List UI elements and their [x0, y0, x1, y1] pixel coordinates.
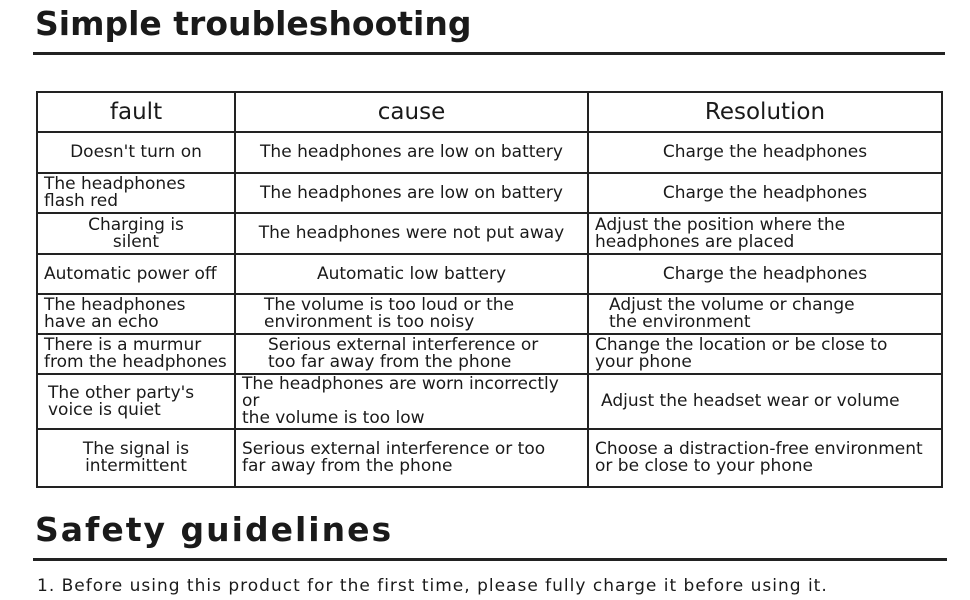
resolution-cell: Adjust the position where the headphones are placed [588, 213, 942, 254]
troubleshooting-title: Simple troubleshooting [35, 4, 472, 43]
resolution-cell: Charge the headphones [588, 132, 942, 173]
table-row [37, 334, 942, 374]
table-row [37, 173, 942, 213]
table-row [37, 294, 942, 334]
fault-cell: Doesn't turn on [37, 132, 235, 173]
cause-cell: Serious external interference or too far away from the phone [235, 429, 588, 487]
resolution-cell: Charge the headphones [588, 173, 942, 213]
fault-cell: Automatic power off [37, 254, 235, 294]
cause-cell: Automatic low battery [235, 254, 588, 294]
troubleshooting-table [36, 91, 943, 488]
safety-underline [33, 558, 947, 561]
table-header-row [37, 92, 942, 132]
table-row [37, 429, 942, 487]
cause-cell: The headphones are low on battery [235, 132, 588, 173]
table-row [37, 374, 942, 429]
fault-cell: The headphones have an echo [37, 294, 235, 334]
cause-cell: The headphones are low on battery [235, 173, 588, 213]
fault-cell: There is a murmur from the headphones [37, 334, 235, 374]
cause-cell: The headphones are worn incorrectly or the volume is too low [235, 374, 588, 429]
table-row [37, 132, 942, 173]
guideline-item: 1. Before using this product for the first time, please fully charge it before using it. [37, 576, 828, 596]
table-row [37, 254, 942, 294]
fault-cell: The headphones flash red [37, 173, 235, 213]
fault-cell: The other party's voice is quiet [37, 374, 235, 429]
cause-cell: Serious external interference or too far away from the phone [235, 334, 588, 374]
resolution-cell: Adjust the headset wear or volume [588, 374, 942, 429]
fault-cell: Charging is silent [37, 213, 235, 254]
header-cause: cause [235, 92, 588, 132]
resolution-cell: Change the location or be close to your phone [588, 334, 942, 374]
resolution-cell: Charge the headphones [588, 254, 942, 294]
resolution-cell: Adjust the volume or change the environment [588, 294, 942, 334]
fault-cell: The signal is intermittent [37, 429, 235, 487]
header-resolution: Resolution [588, 92, 942, 132]
header-fault: fault [37, 92, 235, 132]
resolution-cell: Choose a distraction-free environment or be close to your phone [588, 429, 942, 487]
cause-cell: The headphones were not put away [235, 213, 588, 254]
safety-title: Safety guidelines [35, 510, 394, 549]
table-row [37, 213, 942, 254]
title-underline [33, 52, 945, 55]
cause-cell: The volume is too loud or the environment is too noisy [235, 294, 588, 334]
